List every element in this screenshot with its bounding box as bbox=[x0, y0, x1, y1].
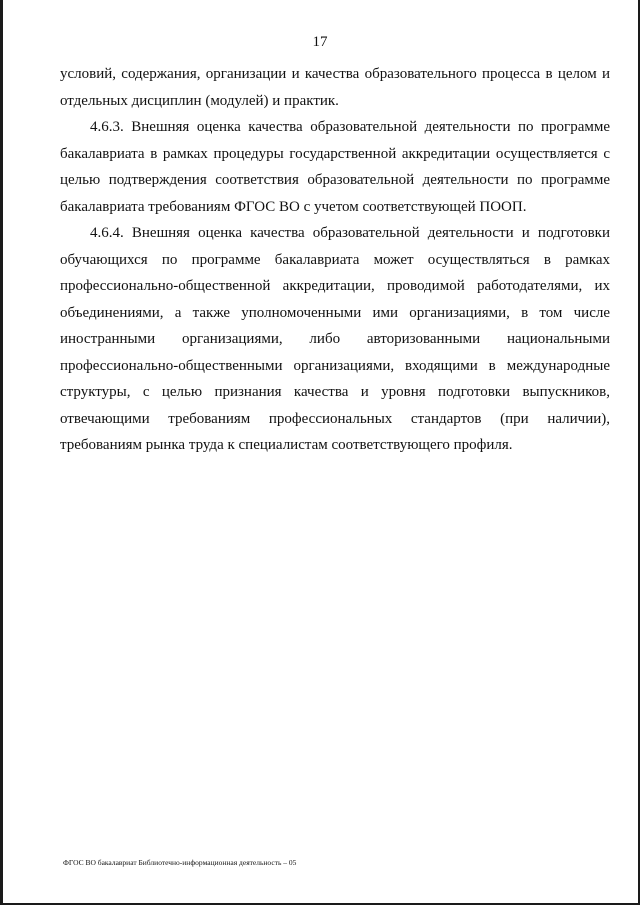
paragraph-4-6-3: 4.6.3. Внешняя оценка качества образовательной деятельности по программе бакалавриата в рамках процедуры государственной аккредитации осуществляется с целью подтверждения соответствия образовательной деятельности по программе бакалавриата требованиям ФГОС ВО с учетом соответствующей ПООП. bbox=[60, 119, 610, 215]
body-text bbox=[60, 61, 610, 459]
paragraph-4-6-4: 4.6.4. Внешняя оценка качества образовательной деятельности и подготовки обучающихся по программе бакалавриата может осуществляться в рамках профессионально-общественной аккредитации, проводимой работодателями, их объединениями, а также уполномоченными ими организациями, в том числе иностранными организациями, либо авторизованными национальными профессионально-общественными организациями, входящими в международные структуры, с целью признания качества и уровня подготовки выпускников, отвечающими требованиям профессиональных стандартов (при наличии), требованиям рынка труда к специалистам соответствующего профиля. bbox=[60, 225, 610, 453]
paragraph-continuation: условий, содержания, организации и качества образовательного процесса в целом и отдельных дисциплин (модулей) и практик. bbox=[60, 66, 610, 109]
scan-edge-left bbox=[0, 0, 3, 905]
footer-note: ФГОС ВО бакалавриат Библиотечно-информационная деятельность – 05 bbox=[63, 858, 297, 867]
page-number: 17 bbox=[312, 34, 328, 50]
